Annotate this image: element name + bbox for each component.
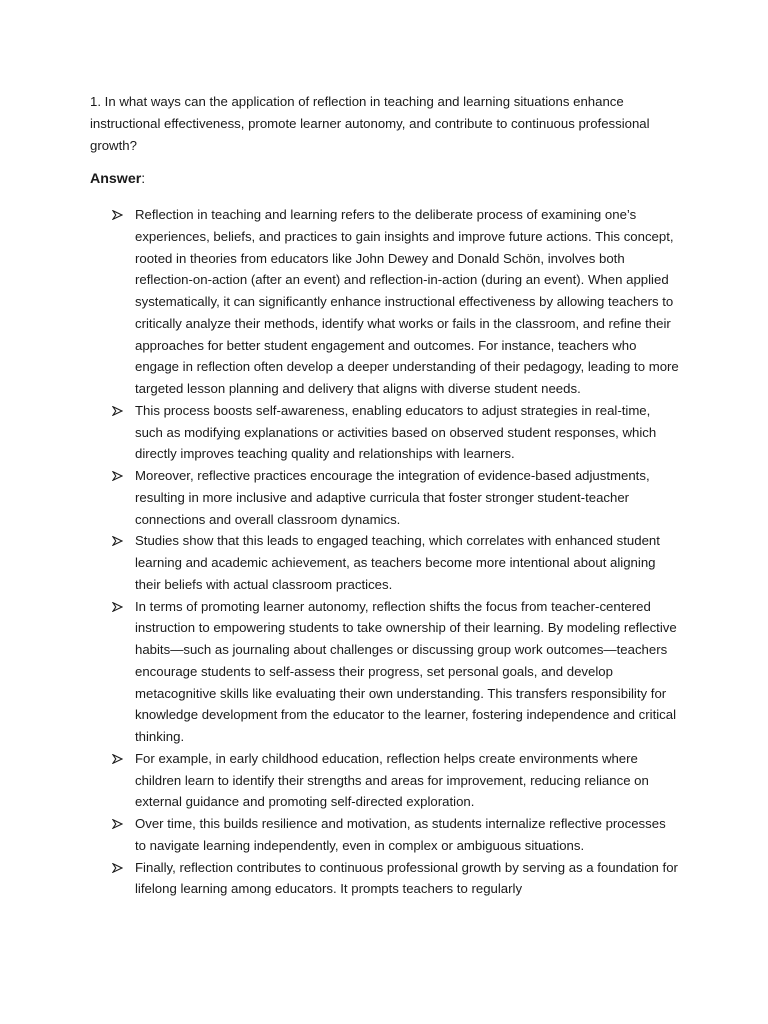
bullet-text: In terms of promoting learner autonomy, reflection shifts the focus from teacher-centered instruction to empowering students to take ownership of their learning. By modeling reflective habits—such as journaling about challenges or discussing group work outcomes—teachers encourage students to self-assess their progress, set personal goals, and develop metacognitive skills like evaluating their own understanding. This transfers responsibility for knowledge development from the educator to the learner, fostering independence and critical thinking.	[135, 598, 677, 745]
bullet-text: Studies show that this leads to engaged teaching, which correlates with enhanced student learning and academic achievement, as teachers become more intentional about aligning their beliefs with actual classroom practices.	[135, 533, 660, 592]
arrow-bullet-icon	[112, 748, 124, 770]
arrow-bullet-icon	[112, 465, 124, 487]
bullet-text: Over time, this builds resilience and motivation, as students internalize reflective processes to navigate learning independently, even in complex or ambiguous situations.	[135, 816, 666, 853]
arrow-bullet-icon	[112, 530, 124, 552]
bullet-text: Moreover, reflective practices encourage the integration of evidence-based adjustments, resulting in more inclusive and adaptive curricula that foster stronger student-teacher connections and overall classroom dynamics.	[135, 468, 650, 527]
bullet-item	[90, 857, 680, 901]
bullet-item	[90, 596, 680, 748]
answer-heading	[90, 169, 690, 191]
bullet-item	[90, 530, 680, 595]
bullet-item	[90, 465, 680, 530]
bullet-item	[90, 813, 680, 857]
bullet-text: Reflection in teaching and learning refers to the deliberate process of examining one’s experiences, beliefs, and practices to gain insights and improve future actions. This concept, rooted in theories from educators like John Dewey and Donald Schön, involves both reflection-on-action (after an event) and reflection-in-action (during an event). When applied systematically, it can significantly enhance instructional effectiveness by allowing teachers to critically analyze their methods, identify what works or fails in the classroom, and refine their approaches for better student engagement and outcomes. For instance, teachers who engage in reflection often develop a deeper understanding of their pedagogy, leading to more targeted lesson planning and delivery that aligns with diverse student needs.	[135, 207, 679, 397]
arrow-bullet-icon	[112, 596, 124, 618]
bullet-item	[90, 748, 680, 813]
document-body	[90, 91, 690, 900]
bullet-text: Finally, reflection contributes to continuous professional growth by serving as a foundation for lifelong learning among educators. It prompts teachers to regularly	[135, 859, 678, 897]
arrow-bullet-icon	[112, 400, 124, 422]
arrow-bullet-icon	[112, 204, 124, 226]
question-text: 1. In what ways can the application of reflection in teaching and learning situations enhance instructional effectiveness, promote learner autonomy, and contribute to continuous professional growth?	[90, 94, 650, 153]
arrow-bullet-icon	[112, 813, 124, 835]
bullet-item	[90, 204, 680, 400]
answer-bullet-list	[90, 204, 690, 900]
answer-colon: :	[141, 171, 146, 188]
bullet-text: For example, in early childhood education, reflection helps create environments where children learn to identify their strengths and areas for improvement, reducing reliance on external guidance and promoting self-directed exploration.	[135, 750, 649, 810]
bullet-item	[90, 400, 680, 465]
answer-label: Answer	[90, 171, 142, 188]
arrow-bullet-icon	[112, 857, 124, 879]
bullet-text: This process boosts self-awareness, enabling educators to adjust strategies in real-time, such as modifying explanations or activities based on observed student responses, which directly improves teaching quality and relationships with learners.	[135, 402, 657, 462]
